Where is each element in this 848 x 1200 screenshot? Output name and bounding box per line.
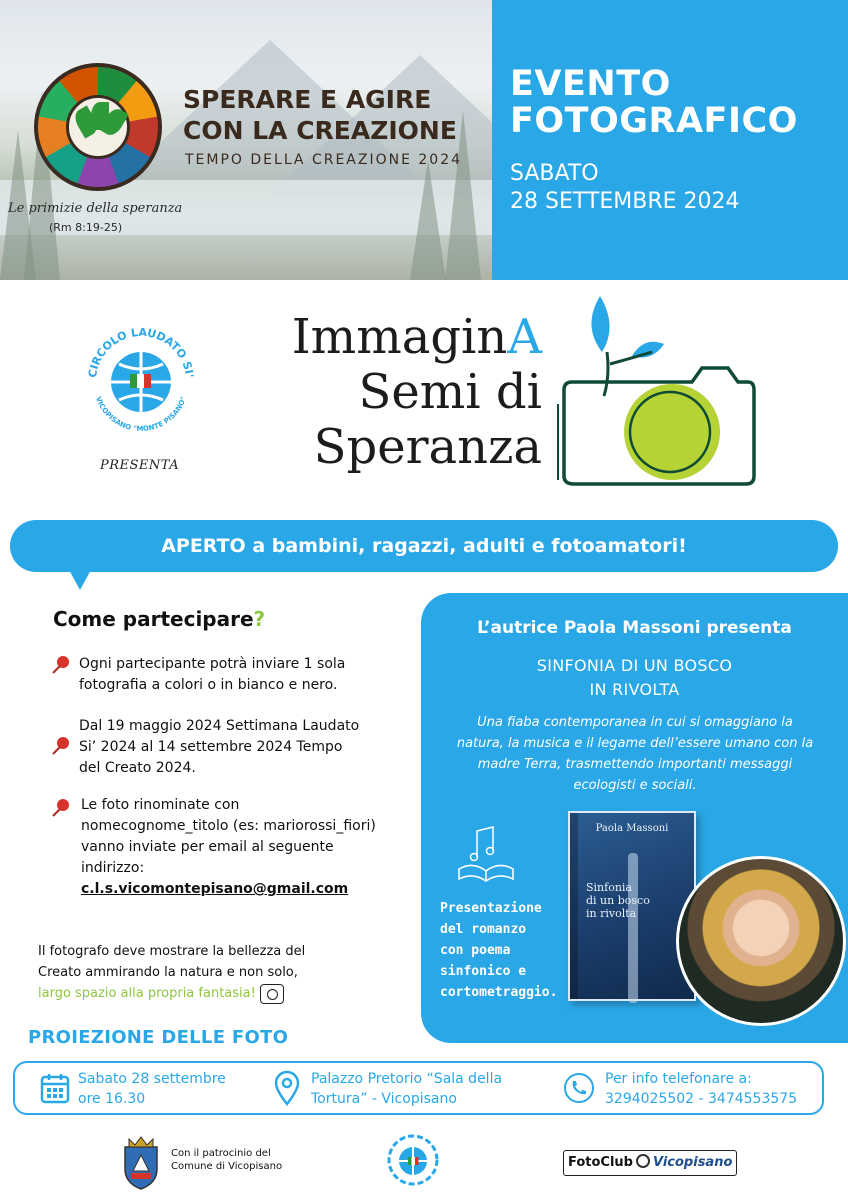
- rule-item-1: Ogni partecipante potrà inviare 1 sola fotografia a colori o in bianco e nero.: [79, 656, 346, 693]
- open-book-music-icon: [455, 817, 517, 887]
- book-cover: [568, 811, 696, 1001]
- circolo-laudato-si-logo: [84, 324, 198, 438]
- email-link[interactable]: c.l.s.vicomontepisano@gmail.com: [81, 881, 349, 897]
- circolo-small-logo: [387, 1134, 439, 1186]
- audience-banner: APERTO a bambini, ragazzi, adulti e fotoamatori!: [10, 520, 838, 572]
- contact-info: Per info telefonare a: 3294025502 - 3474553575: [605, 1071, 798, 1107]
- event-title: EVENTO FOTOGRAFICO: [510, 64, 798, 141]
- svg-text:VICOPISANO "MONTE PISANO": VICOPISANO "MONTE PISANO": [94, 395, 188, 434]
- municipality-crest: [119, 1133, 163, 1191]
- book-title: SINFONIA DI UN BOSCO IN RIVOLTA: [536, 656, 733, 699]
- creation-logo: [34, 63, 162, 191]
- photographer-note: Il fotografo deve mostrare la bellezza del Creato ammirando la natura e non solo, largo spazio alla propria fantasia!: [38, 941, 338, 1004]
- phone-numbers[interactable]: 3294025502 - 3474553575: [605, 1091, 798, 1107]
- header-title: SPERARE E AGIRE CON LA CREAZIONE: [183, 85, 457, 145]
- fotoclub-logo: FotoClub Vicopisano: [563, 1150, 737, 1176]
- calendar-icon: [40, 1072, 70, 1104]
- hands-emblem: [66, 95, 130, 159]
- camera-seedling-icon: [552, 286, 762, 496]
- rule-item-2: Dal 19 maggio 2024 Settimana Laudato Si’ 2024 al 14 settembre 2024 Tempo del Creato 2024.: [79, 718, 360, 776]
- how-to-title: Come partecipare?: [53, 607, 266, 631]
- pushpin-icon: [50, 734, 72, 756]
- projection-place: Palazzo Pretorio “Sala della Tortura” - Vicopisano: [311, 1071, 503, 1107]
- rule-item-3: Le foto rinominate con nomecognome_titolo (es: mariorossi_fiori) vanno inviate per email al seguente indirizzo: c.l.s.vicomontepisano@gmail.com: [81, 795, 376, 900]
- header-subtitle: TEMPO DELLA CREAZIONE 2024: [185, 152, 463, 168]
- header-tagline: Le primizie della speranza: [8, 201, 183, 216]
- book-description: Una fiaba contemporanea in cui si omaggiano la natura, la musica e il legame dell’essere umano con la madre Terra, trasmettendo importanti messaggi ecologisti e sociali.: [456, 715, 814, 793]
- author-heading: L’autrice Paola Massoni presenta: [477, 618, 792, 638]
- author-photo: [676, 856, 846, 1026]
- event-date: SABATO 28 SETTEMBRE 2024: [510, 161, 740, 214]
- main-title: ImmaginA Semi di Speranza: [291, 309, 542, 475]
- pushpin-icon: [50, 796, 72, 818]
- camera-heart-icon: [260, 984, 284, 1004]
- projection-date: Sabato 28 settembre ore 16.30: [78, 1071, 226, 1107]
- svg-text:CIRCOLO LAUDATO SI': CIRCOLO LAUDATO SI': [86, 325, 196, 379]
- banner-tail: [68, 568, 92, 590]
- pushpin-icon: [50, 653, 72, 675]
- location-pin-icon: [274, 1070, 300, 1106]
- cover-title: Sinfonia di un bosco in rivolta: [586, 881, 650, 920]
- patronage-text: Con il patrocinio del Comune di Vicopisano: [171, 1148, 283, 1172]
- presentation-text: Presentazione del romanzo con poema sinfonico e cortometraggio.: [440, 901, 558, 1000]
- projection-title: PROIEZIONE DELLE FOTO: [28, 1027, 289, 1048]
- header-reference: (Rm 8:19-25): [49, 221, 123, 234]
- presenta-label: PRESENTA: [100, 458, 180, 473]
- aperture-icon: [636, 1154, 650, 1168]
- phone-icon: [563, 1072, 595, 1104]
- event-panel: [492, 0, 848, 280]
- cover-author: Paola Massoni: [595, 823, 669, 834]
